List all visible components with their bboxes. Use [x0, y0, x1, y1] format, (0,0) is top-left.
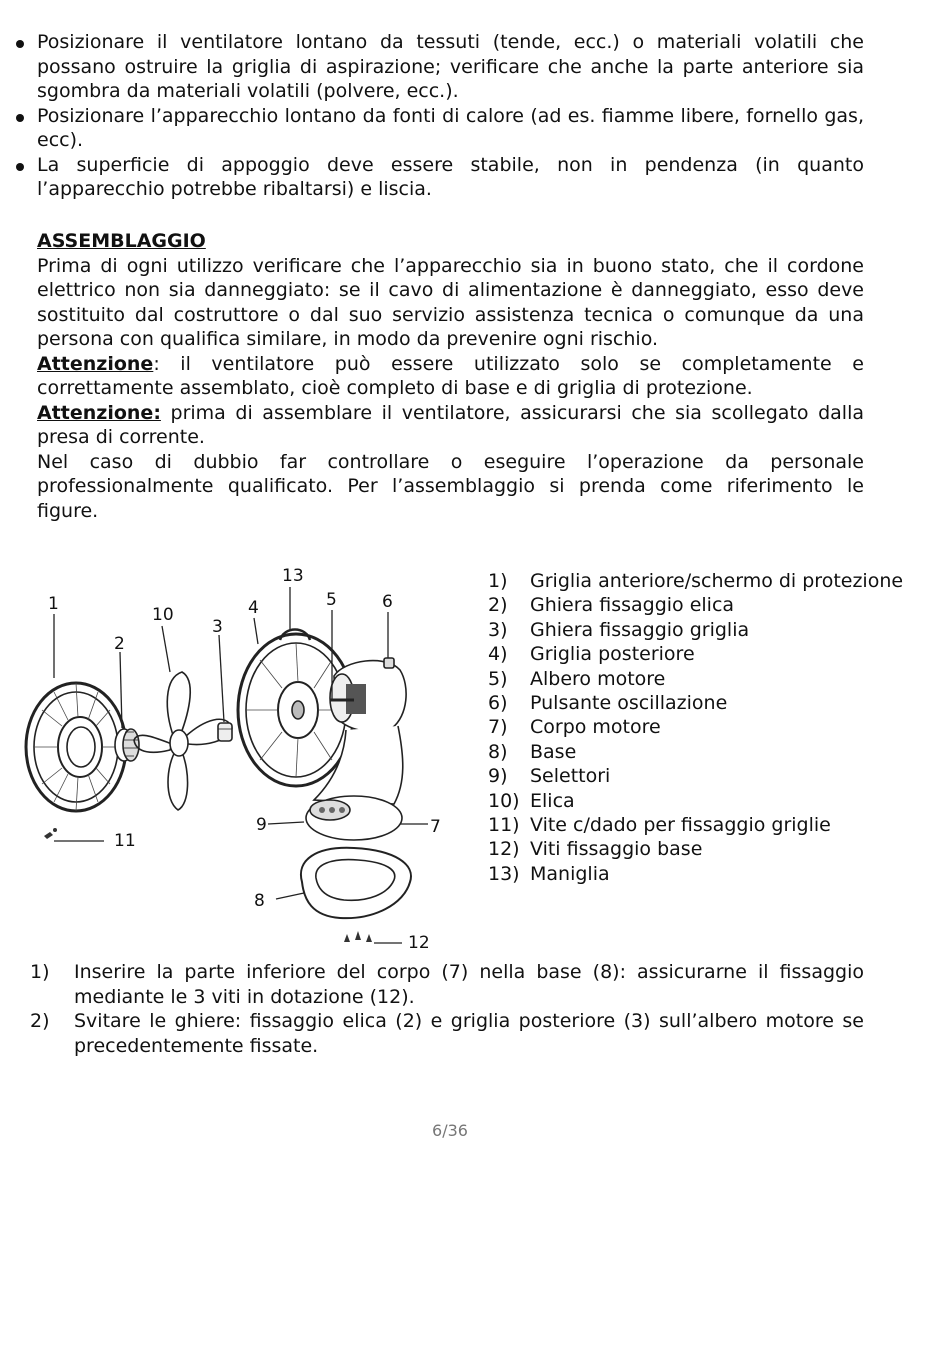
legend-text: Viti fissaggio base: [530, 838, 703, 861]
callout-8: 8: [254, 891, 265, 911]
step-number: 2): [30, 1010, 50, 1032]
legend-text: Griglia posteriore: [530, 643, 695, 666]
legend-text: Griglia anteriore/schermo di protezione: [530, 570, 904, 592]
legend-text: Ghiera fissaggio griglia: [530, 618, 750, 641]
warning-label: Attenzione: [37, 352, 154, 375]
legend-item: [488, 642, 908, 666]
note-paragraph: Nel caso di dubbio far controllare o eseguire l’operazione da personale professionalmente qualificato. Per l’assemblaggio si prenda come riferimento le figure.: [37, 450, 864, 522]
step-item: [30, 1009, 864, 1058]
legend-text: Ghiera fissaggio elica: [530, 594, 735, 617]
callout-11: 11: [114, 831, 136, 851]
bullet-text: Posizionare l’apparecchio lontano da fonti di calore (ad es. fiamme libere, fornello gas, ecc).: [37, 104, 864, 151]
legend-item: [488, 569, 908, 593]
warning-paragraph-1: [37, 352, 864, 401]
callout-6: 6: [382, 592, 393, 612]
legend-item: [488, 667, 908, 691]
legend-number: 6): [488, 692, 508, 715]
section-heading: ASSEMBLAGGIO: [37, 230, 206, 252]
legend-item: [488, 813, 908, 837]
callout-7: 7: [430, 817, 441, 837]
assembly-steps: [30, 960, 864, 1058]
bullet-item: [14, 104, 864, 153]
legend-number: 4): [488, 643, 508, 666]
legend-text: Base: [530, 740, 577, 763]
fan-illustration: [14, 560, 454, 960]
callout-10: 10: [152, 605, 174, 625]
callout-3: 3: [212, 617, 223, 637]
legend-text: Pulsante oscillazione: [530, 692, 728, 715]
legend-number: 7): [488, 716, 508, 739]
bullet-dot: [16, 40, 24, 48]
legend-item: [488, 618, 908, 642]
legend-number: 11): [488, 814, 520, 837]
callout-12: 12: [408, 933, 430, 953]
warning-text: : il ventilatore può essere utilizzato solo se completamente e correttamente assemblato, cioè completo di base e di griglia di protezione.: [37, 352, 864, 399]
bullet-item: [14, 153, 864, 202]
callout-2: 2: [114, 634, 125, 654]
step-item: [30, 960, 864, 1009]
legend-item: [488, 740, 908, 764]
bullet-dot: [16, 163, 24, 171]
legend-item: [488, 691, 908, 715]
warning-label: Attenzione:: [37, 401, 161, 424]
front-grille-drawing: [26, 683, 126, 811]
propeller-drawing: [134, 672, 232, 810]
bullet-text: La superficie di appoggio deve essere stabile, non in pendenza (in quanto l’apparecchio potrebbe ribaltarsi) e liscia.: [37, 153, 864, 200]
legend-number: 3): [488, 618, 508, 641]
warning-paragraph-2: [37, 401, 864, 450]
callout-1: 1: [48, 594, 59, 614]
legend-item: [488, 764, 908, 788]
callout-5: 5: [326, 590, 337, 610]
page-number: 6/36: [432, 1121, 468, 1140]
legend-text: Maniglia: [530, 862, 610, 885]
assembly-section: [37, 229, 864, 523]
safety-bullet-list: [14, 30, 864, 202]
legend-text: Selettori: [530, 765, 611, 788]
bullet-item: [14, 30, 864, 104]
motor-body-drawing: [306, 658, 406, 840]
legend-item: [488, 789, 908, 813]
step-number: 1): [30, 961, 50, 983]
bullet-dot: [16, 114, 24, 122]
legend-item: [488, 593, 908, 617]
legend-number: 5): [488, 667, 508, 690]
legend-text: Albero motore: [530, 667, 666, 690]
legend-item: [488, 837, 908, 861]
step-text: Inserire la parte inferiore del corpo (7) nella base (8): assicurarne il fissaggio mediante le 3 viti in dotazione (12).: [74, 961, 864, 1008]
grille-nut-drawing: [218, 723, 232, 741]
base-drawing: [301, 848, 411, 918]
callout-4: 4: [248, 598, 259, 618]
legend-number: 9): [488, 765, 508, 788]
exploded-fan-diagram: [14, 560, 454, 960]
legend-text: Vite c/dado per fissaggio griglie: [530, 814, 831, 837]
step-text: Svitare le ghiere: fissaggio elica (2) e griglia posteriore (3) sull’albero motore se precedentemente fissate.: [74, 1010, 864, 1057]
legend-number: 1): [488, 570, 508, 592]
legend-number: 12): [488, 838, 520, 861]
legend-text: Corpo motore: [530, 716, 661, 739]
legend-number: 2): [488, 594, 508, 617]
legend-number: 10): [488, 789, 520, 812]
legend-item: [488, 862, 908, 886]
legend-number: 8): [488, 740, 508, 763]
callout-9: 9: [256, 815, 267, 835]
parts-legend: [488, 569, 908, 886]
warning-text: prima di assemblare il ventilatore, assicurarsi che sia scollegato dalla presa di corrente.: [37, 401, 864, 448]
legend-item: [488, 715, 908, 739]
intro-paragraph: Prima di ogni utilizzo verificare che l’apparecchio sia in buono stato, che il cordone elettrico non sia danneggiato: se il cavo di alimentazione è danneggiato, esso deve sostituito dal costruttore o dal suo servizio assistenza tecnica o comunque da una persona con qualifica similare, in modo da prevenire ogni rischio.: [37, 254, 864, 350]
legend-number: 13): [488, 862, 520, 885]
bullet-text: Posizionare il ventilatore lontano da tessuti (tende, ecc.) o materiali volatili che possano ostruire la griglia di aspirazione; verificare che anche la parte anteriore sia sgombra da materiali volatili (polvere, ecc.).: [37, 31, 864, 102]
legend-text: Elica: [530, 789, 575, 812]
callout-13: 13: [282, 566, 304, 586]
